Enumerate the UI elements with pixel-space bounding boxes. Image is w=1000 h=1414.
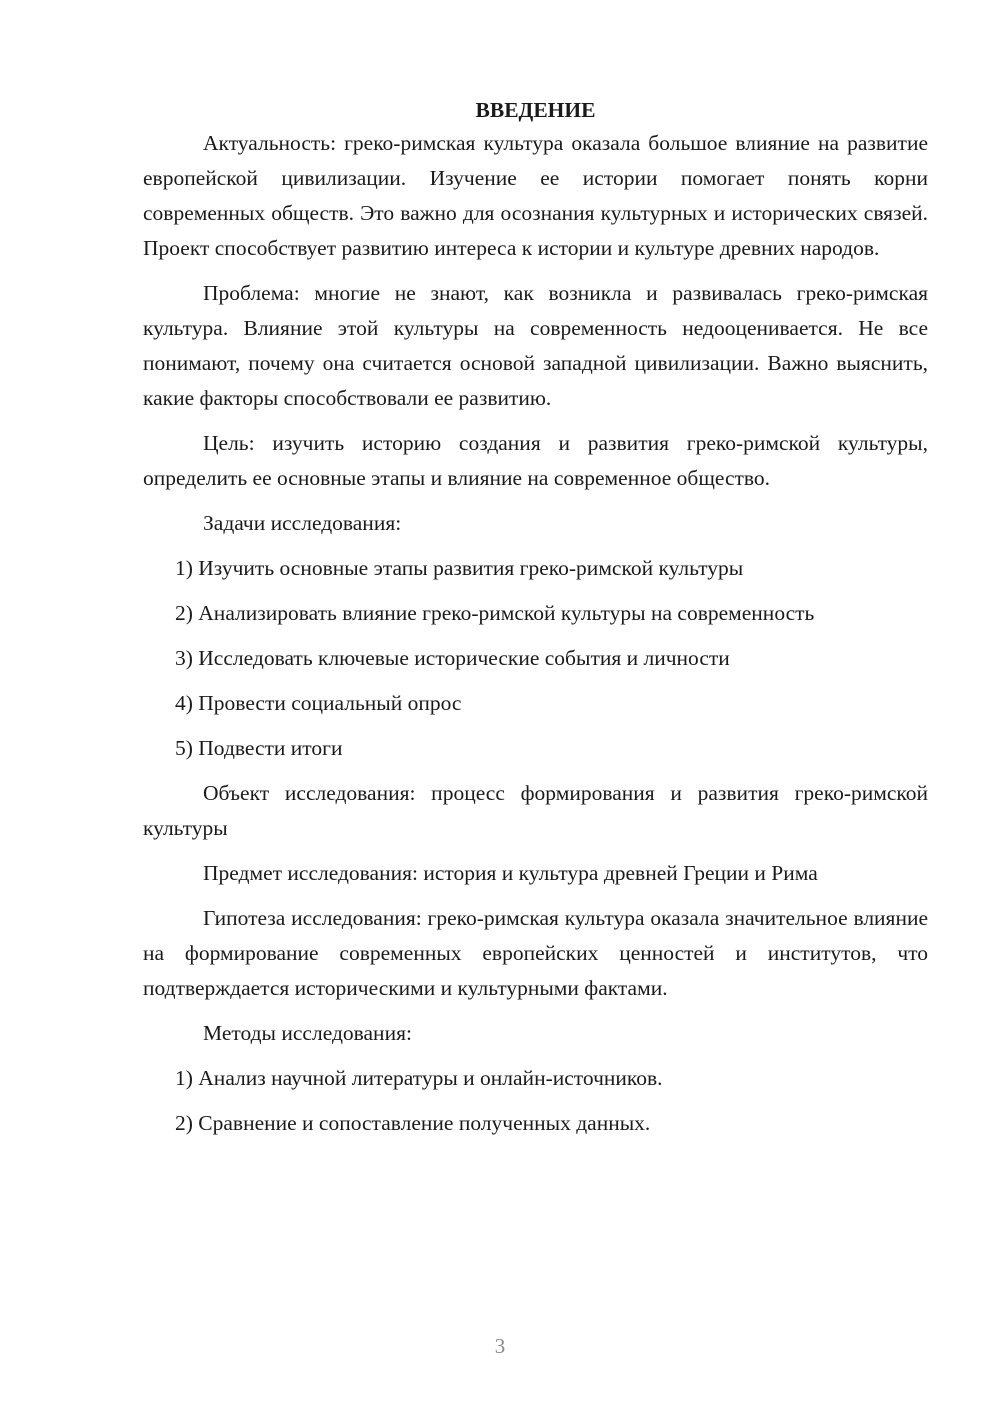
page-number: 3 (494, 1334, 506, 1358)
method-item: 2) Сравнение и сопоставление полученных данных. (175, 1111, 651, 1135)
hypothesis-paragraph: Гипотеза исследования: греко-римская культура оказала значительное влияние на формирование современных европейских ценностей и институтов, что подтверждается историческими и культурными фактами. (143, 906, 928, 1000)
task-item: 3) Исследовать ключевые исторические события и личности (175, 646, 730, 670)
goal-paragraph: Цель: изучить историю создания и развития греко-римской культуры, определить ее основные этапы и влияние на современное общество. (143, 431, 928, 490)
method-item: 1) Анализ научной литературы и онлайн-источников. (175, 1066, 663, 1090)
task-item: 4) Провести социальный опрос (175, 691, 462, 715)
methods-heading: Методы исследования: (203, 1021, 412, 1045)
document-body (143, 95, 928, 1151)
problem-paragraph: Проблема: многие не знают, как возникла и развивалась греко-римская культура. Влияние этой культуры на современность недооценивается. Не все понимают, почему она считается основой западной цивилизации. Важно выяснить, какие факторы способствовали ее развитию. (143, 281, 928, 410)
page-title: ВВЕДЕНИЕ (475, 98, 596, 122)
task-item: 5) Подвести итоги (175, 736, 343, 760)
subject-paragraph: Предмет исследования: история и культура древней Греции и Рима (203, 861, 818, 885)
tasks-heading: Задачи исследования: (203, 511, 402, 535)
relevance-paragraph: Актуальность: греко-римская культура оказала большое влияние на развитие европейской цивилизации. Изучение ее истории помогает понять корни современных обществ. Это важно для осознания культурных и исторических связей. Проект способствует развитию интереса к истории и культуре древних народов. (143, 131, 928, 260)
task-item: 2) Анализировать влияние греко-римской культуры на современность (175, 601, 815, 625)
object-paragraph: Объект исследования: процесс формирования и развития греко-римской культуры (143, 781, 928, 840)
task-item: 1) Изучить основные этапы развития греко-римской культуры (175, 556, 744, 580)
